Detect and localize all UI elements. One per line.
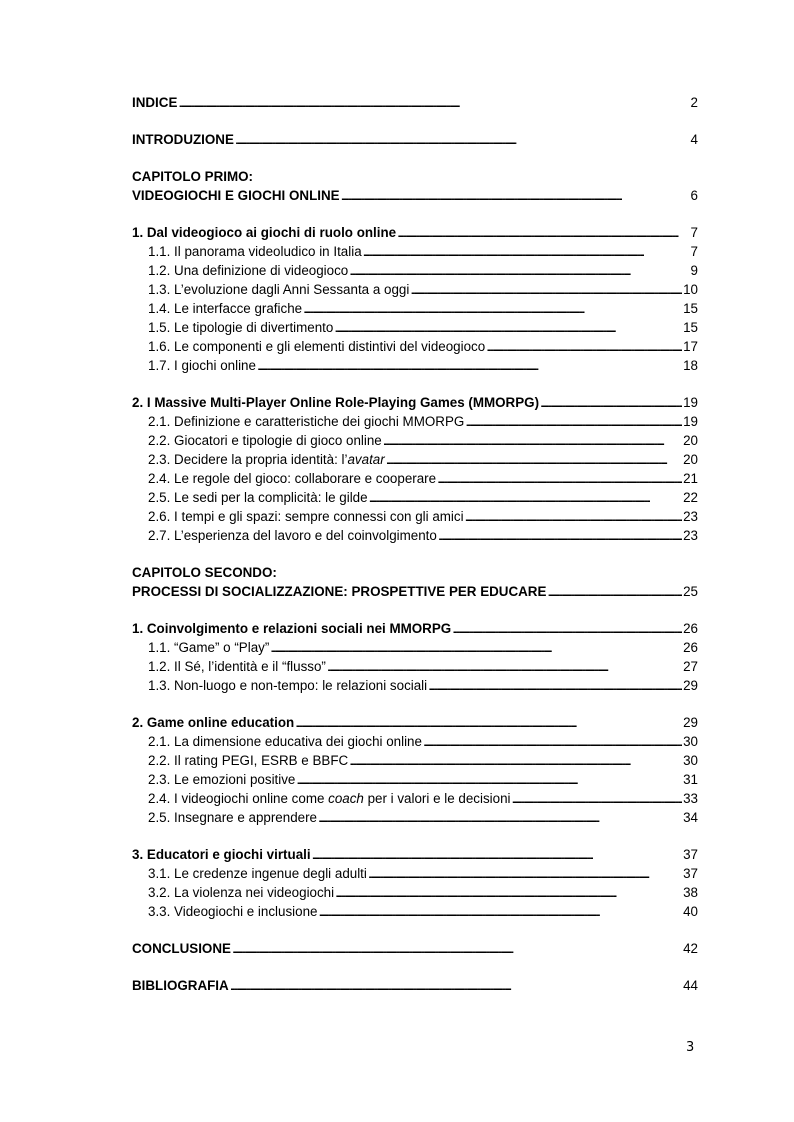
- toc-subentry[interactable]: 2.7. L’esperienza del lavoro e del coinvolgimento . . . 23: [132, 526, 698, 545]
- toc-entry-introduzione[interactable]: INTRODUZIONE . . . 4: [132, 130, 698, 149]
- toc-subentry[interactable]: 2.3. Le emozioni positive . . . 31: [132, 770, 698, 789]
- toc-subentry[interactable]: 1.4. Le interfacce grafiche . . . 15: [132, 299, 698, 318]
- toc-subentry[interactable]: 2.6. I tempi e gli spazi: sempre connessi con gli amici . . . 23: [132, 507, 698, 526]
- toc-entry-chapter-two[interactable]: PROCESSI DI SOCIALIZZAZIONE: PROSPETTIVE PER EDUCARE . . . 25: [132, 582, 698, 601]
- toc-subentry[interactable]: 1.1. Il panorama videoludico in Italia . . . 7: [132, 242, 698, 261]
- toc-subentry[interactable]: 2.5. Le sedi per la complicità: le gilde . . . 22: [132, 488, 698, 507]
- toc-subentry[interactable]: 2.1. Definizione e caratteristiche dei giochi MMORPG . . . 19: [132, 412, 698, 431]
- toc-subentry[interactable]: 3.3. Videogiochi e inclusione . . . 40: [132, 902, 698, 921]
- toc-subentry[interactable]: 1.1. “Game” o “Play” . . . 26: [132, 638, 698, 657]
- toc-entry-conclusione[interactable]: CONCLUSIONE . . . 42: [132, 939, 698, 958]
- toc-subentry[interactable]: 2.4. Le regole del gioco: collaborare e cooperare . . . 21: [132, 469, 698, 488]
- toc-section-1-2[interactable]: 2. I Massive Multi-Player Online Role-Playing Games (MMORPG) . . . 19: [132, 393, 698, 412]
- toc-subentry[interactable]: 2.1. La dimensione educativa dei giochi online . . . 30: [132, 732, 698, 751]
- toc-subentry[interactable]: 2.2. Giocatori e tipologie di gioco online . . . 20: [132, 431, 698, 450]
- toc-subentry[interactable]: 3.2. La violenza nei videogiochi . . . 38: [132, 883, 698, 902]
- page-number: 3: [686, 1040, 695, 1055]
- chapter-two-label: CAPITOLO SECONDO:: [132, 565, 277, 580]
- toc-entry-bibliografia[interactable]: BIBLIOGRAFIA . . . 44: [132, 976, 698, 995]
- chapter-one-label: CAPITOLO PRIMO:: [132, 169, 254, 184]
- toc-section-2-3[interactable]: 3. Educatori e giochi virtuali . . . 37: [132, 845, 698, 864]
- toc-subentry[interactable]: 1.2. Il Sé, l’identità e il “flusso” . . . 27: [132, 657, 698, 676]
- toc-subentry[interactable]: 1.3. Non-luogo e non-tempo: le relazioni sociali . . . 29: [132, 676, 698, 695]
- toc-section-1-1[interactable]: 1. Dal videogioco ai giochi di ruolo online . . . 7: [132, 223, 698, 242]
- toc-subentry[interactable]: 1.2. Una definizione di videogioco . . . 9: [132, 261, 698, 280]
- toc-subentry[interactable]: 1.3. L’evoluzione dagli Anni Sessanta a oggi . . . 10: [132, 280, 698, 299]
- toc-subentry[interactable]: 3.1. Le credenze ingenue degli adulti . . . 37: [132, 864, 698, 883]
- toc-subentry[interactable]: 1.5. Le tipologie di divertimento . . . 15: [132, 318, 698, 337]
- table-of-contents: [132, 93, 698, 995]
- toc-subentry[interactable]: 1.7. I giochi online . . . 18: [132, 356, 698, 375]
- toc-subentry[interactable]: 2.4. I videogiochi online come coach per i valori e le decisioni . . . 33: [132, 789, 698, 808]
- toc-subentry[interactable]: 2.3. Decidere la propria identità: l’avatar . . . 20: [132, 450, 698, 469]
- toc-subentry[interactable]: 2.5. Insegnare e apprendere . . . 34: [132, 808, 698, 827]
- toc-section-2-2[interactable]: 2. Game online education . . . 29: [132, 713, 698, 732]
- toc-subentry[interactable]: 1.6. Le componenti e gli elementi distintivi del videogioco . . . 17: [132, 337, 698, 356]
- toc-entry-chapter-one[interactable]: VIDEOGIOCHI E GIOCHI ONLINE . . . 6: [132, 186, 698, 205]
- toc-entry-indice[interactable]: INDICE . . . 2: [132, 93, 698, 112]
- toc-subentry[interactable]: 2.2. Il rating PEGI, ESRB e BBFC . . . 30: [132, 751, 698, 770]
- toc-section-2-1[interactable]: 1. Coinvolgimento e relazioni sociali nei MMORPG . . . 26: [132, 619, 698, 638]
